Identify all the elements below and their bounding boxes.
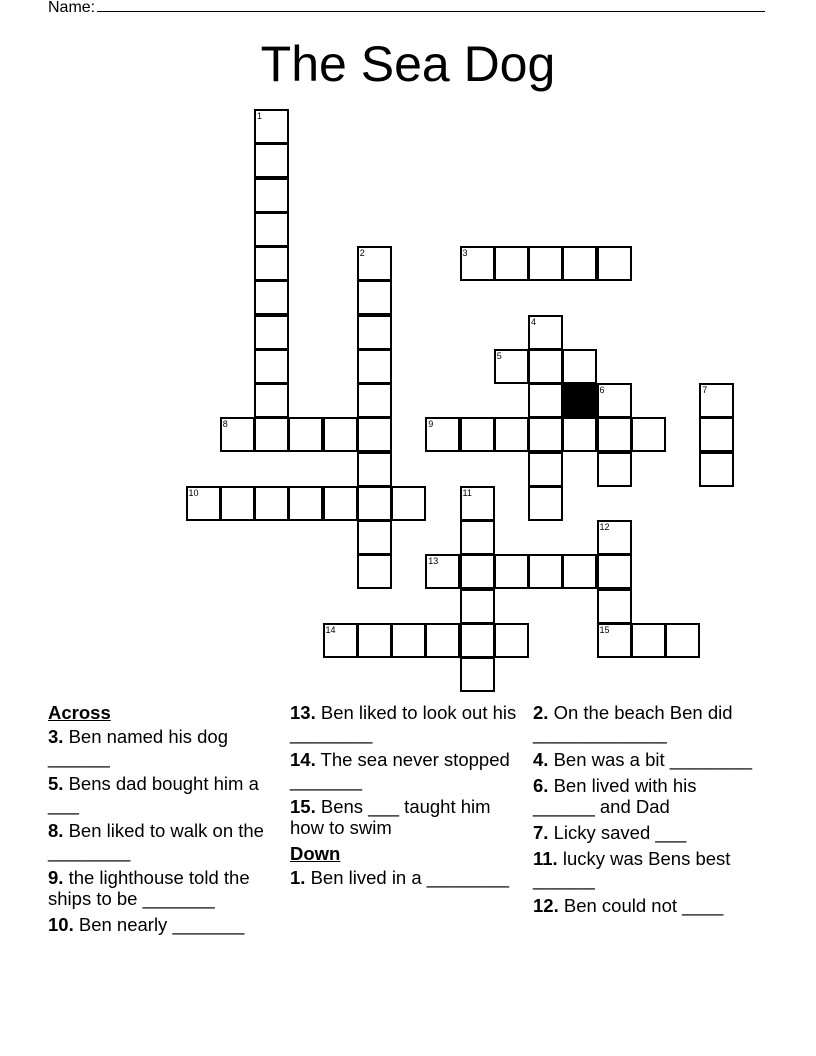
clue-number-label: 4 [531, 316, 537, 327]
crossword-cell[interactable] [494, 554, 529, 589]
clue-number-label: 15 [599, 624, 610, 635]
crossword-cell[interactable] [357, 623, 392, 658]
clue-number-label: 10 [188, 487, 199, 498]
clue-number-label: 13 [428, 556, 439, 567]
clue-text: Ben liked to look out his ________ [290, 702, 517, 744]
clue-across-5 [48, 773, 276, 815]
crossword-cell[interactable] [528, 246, 563, 281]
crossword-cell[interactable] [528, 315, 563, 350]
crossword-cell[interactable] [357, 486, 392, 521]
clue-number: 5. [48, 773, 64, 794]
crossword-cell[interactable] [186, 486, 221, 521]
crossword-cell[interactable] [391, 486, 426, 521]
clue-text: Ben lived in a ________ [310, 867, 510, 888]
clue-down-7 [533, 822, 761, 843]
crossword-cell[interactable] [220, 417, 255, 452]
crossword-cell[interactable] [528, 417, 563, 452]
crossword-cell[interactable] [597, 383, 632, 418]
crossword-cell[interactable] [631, 417, 666, 452]
clue-text: Bens ___ taught him how to swim [290, 796, 491, 838]
clue-text: the lighthouse told the ships to be _______ [48, 867, 250, 909]
crossword-cell[interactable] [288, 417, 323, 452]
crossword-cell[interactable] [528, 452, 563, 487]
crossword-cell[interactable] [528, 349, 563, 384]
clue-number-label: 1 [257, 111, 263, 121]
crossword-cell[interactable] [494, 246, 529, 281]
crossword-cell[interactable] [699, 383, 734, 418]
crossword-cell[interactable] [357, 315, 392, 350]
clue-number: 6. [533, 775, 549, 796]
clue-text: Ben lived with his ______ and Dad [533, 775, 697, 817]
crossword-cell[interactable] [425, 623, 460, 658]
crossword-cell[interactable] [597, 520, 632, 555]
clue-text: Ben liked to walk on the ________ [48, 820, 264, 862]
crossword-cell[interactable] [357, 280, 392, 315]
clue-across-13 [290, 702, 518, 744]
crossword-cell[interactable] [562, 246, 597, 281]
clue-down-12 [533, 895, 761, 916]
clue-text: lucky was Bens best ______ [533, 848, 731, 890]
crossword-cell[interactable] [254, 109, 289, 144]
crossword-cell[interactable] [254, 178, 289, 213]
crossword-cell[interactable] [323, 417, 358, 452]
clue-down-11 [533, 848, 761, 890]
crossword-cell[interactable] [631, 623, 666, 658]
clue-number: 12. [533, 895, 559, 916]
crossword-cell[interactable] [357, 383, 392, 418]
clue-number-label: 3 [462, 248, 468, 258]
crossword-cell[interactable] [699, 417, 734, 452]
crossword-cell[interactable] [220, 486, 255, 521]
clue-across-3 [48, 726, 276, 768]
clue-number-label: 8 [222, 419, 228, 430]
clue-text: Ben named his dog ______ [48, 726, 228, 768]
clue-number: 2. [533, 702, 549, 723]
crossword-cell[interactable] [357, 520, 392, 555]
crossword-cell[interactable] [460, 520, 495, 555]
clue-number-label: 6 [599, 385, 605, 395]
clue-number: 9. [48, 867, 64, 888]
clue-number: 14. [290, 749, 316, 770]
clue-number-label: 2 [359, 248, 365, 258]
crossword-cell[interactable] [597, 417, 632, 452]
clue-across-8 [48, 820, 276, 862]
crossword-cell[interactable] [254, 486, 289, 521]
crossword-cell[interactable] [357, 417, 392, 452]
down-heading: Down [290, 843, 341, 864]
crossword-cell[interactable] [323, 486, 358, 521]
crossword-cell[interactable] [288, 486, 323, 521]
crossword-cell[interactable] [494, 417, 529, 452]
crossword-cell[interactable] [494, 349, 529, 384]
crossword-cell[interactable] [528, 486, 563, 521]
clue-number: 13. [290, 702, 316, 723]
across-heading: Across [48, 702, 111, 723]
clues-column-3 [533, 702, 761, 921]
clue-down-2 [533, 702, 761, 744]
crossword-cell[interactable] [460, 657, 495, 692]
crossword-cell[interactable] [460, 246, 495, 281]
clue-text: Ben was a bit ________ [553, 749, 753, 770]
crossword-cell[interactable] [597, 589, 632, 624]
clue-number: 15. [290, 796, 316, 817]
clue-text: On the beach Ben did _____________ [533, 702, 733, 744]
crossword-cell[interactable] [254, 246, 289, 281]
crossword-cell[interactable] [460, 623, 495, 658]
crossword-cell[interactable] [254, 212, 289, 247]
clue-number-label: 12 [599, 522, 610, 532]
clue-across-10 [48, 914, 276, 935]
clue-number: 8. [48, 820, 64, 841]
clue-number-label: 11 [462, 487, 472, 498]
clue-text: Bens dad bought him a ___ [48, 773, 259, 815]
crossword-cell[interactable] [597, 246, 632, 281]
crossword-cell[interactable] [562, 349, 597, 384]
crossword-cell[interactable] [460, 486, 495, 521]
crossword-cell[interactable] [460, 554, 495, 589]
crossword-cell[interactable] [597, 452, 632, 487]
clue-text: Ben nearly _______ [78, 914, 245, 935]
name-label: Name: [48, 0, 96, 16]
clues-column-2 [290, 702, 518, 893]
crossword-cell[interactable] [425, 417, 460, 452]
clue-text: Licky saved ___ [553, 822, 687, 843]
crossword-cell[interactable] [562, 554, 597, 589]
clue-number: 7. [533, 822, 549, 843]
crossword-cell[interactable] [460, 589, 495, 624]
crossword-cell[interactable] [460, 417, 495, 452]
crossword-cell[interactable] [357, 246, 392, 281]
clue-down-1 [290, 867, 518, 888]
crossword-cell[interactable] [254, 143, 289, 178]
clues-column-1 [48, 702, 276, 940]
crossword-cell[interactable] [665, 623, 700, 658]
crossword-cell[interactable] [254, 349, 289, 384]
crossword-cell[interactable] [597, 554, 632, 589]
crossword-cell[interactable] [357, 349, 392, 384]
crossword-cell[interactable] [528, 383, 563, 418]
black-square [562, 383, 597, 418]
crossword-cell[interactable] [254, 315, 289, 350]
crossword-cell[interactable] [391, 623, 426, 658]
clue-number-label: 14 [325, 624, 336, 635]
crossword-cell[interactable] [494, 623, 529, 658]
crossword-cell[interactable] [254, 383, 289, 418]
puzzle-title: The Sea Dog [260, 36, 556, 92]
clue-number: 3. [48, 726, 64, 747]
clue-number-label: 9 [428, 419, 434, 430]
clue-down-6 [533, 775, 761, 817]
clue-across-9 [48, 867, 276, 909]
crossword-cell[interactable] [254, 417, 289, 452]
clue-number-label: 5 [496, 350, 502, 361]
clue-across-14 [290, 749, 518, 791]
clue-number-label: 7 [702, 385, 708, 395]
clue-down-4 [533, 749, 761, 770]
clue-number: 11. [533, 848, 558, 869]
crossword-cell[interactable] [254, 280, 289, 315]
clue-number: 1. [290, 867, 306, 888]
clue-text: Ben could not ____ [563, 895, 724, 916]
crossword-cell[interactable] [357, 452, 392, 487]
clue-across-15 [290, 796, 518, 838]
crossword-cell[interactable] [597, 623, 632, 658]
crossword-cell[interactable] [357, 554, 392, 589]
clue-number: 10. [48, 914, 74, 935]
crossword-cell[interactable] [699, 452, 734, 487]
clue-number: 4. [533, 749, 549, 770]
crossword-cell[interactable] [528, 554, 563, 589]
crossword-cell[interactable] [425, 554, 460, 589]
crossword-cell[interactable] [323, 623, 358, 658]
crossword-cell[interactable] [562, 417, 597, 452]
clue-text: The sea never stopped _______ [290, 749, 510, 791]
